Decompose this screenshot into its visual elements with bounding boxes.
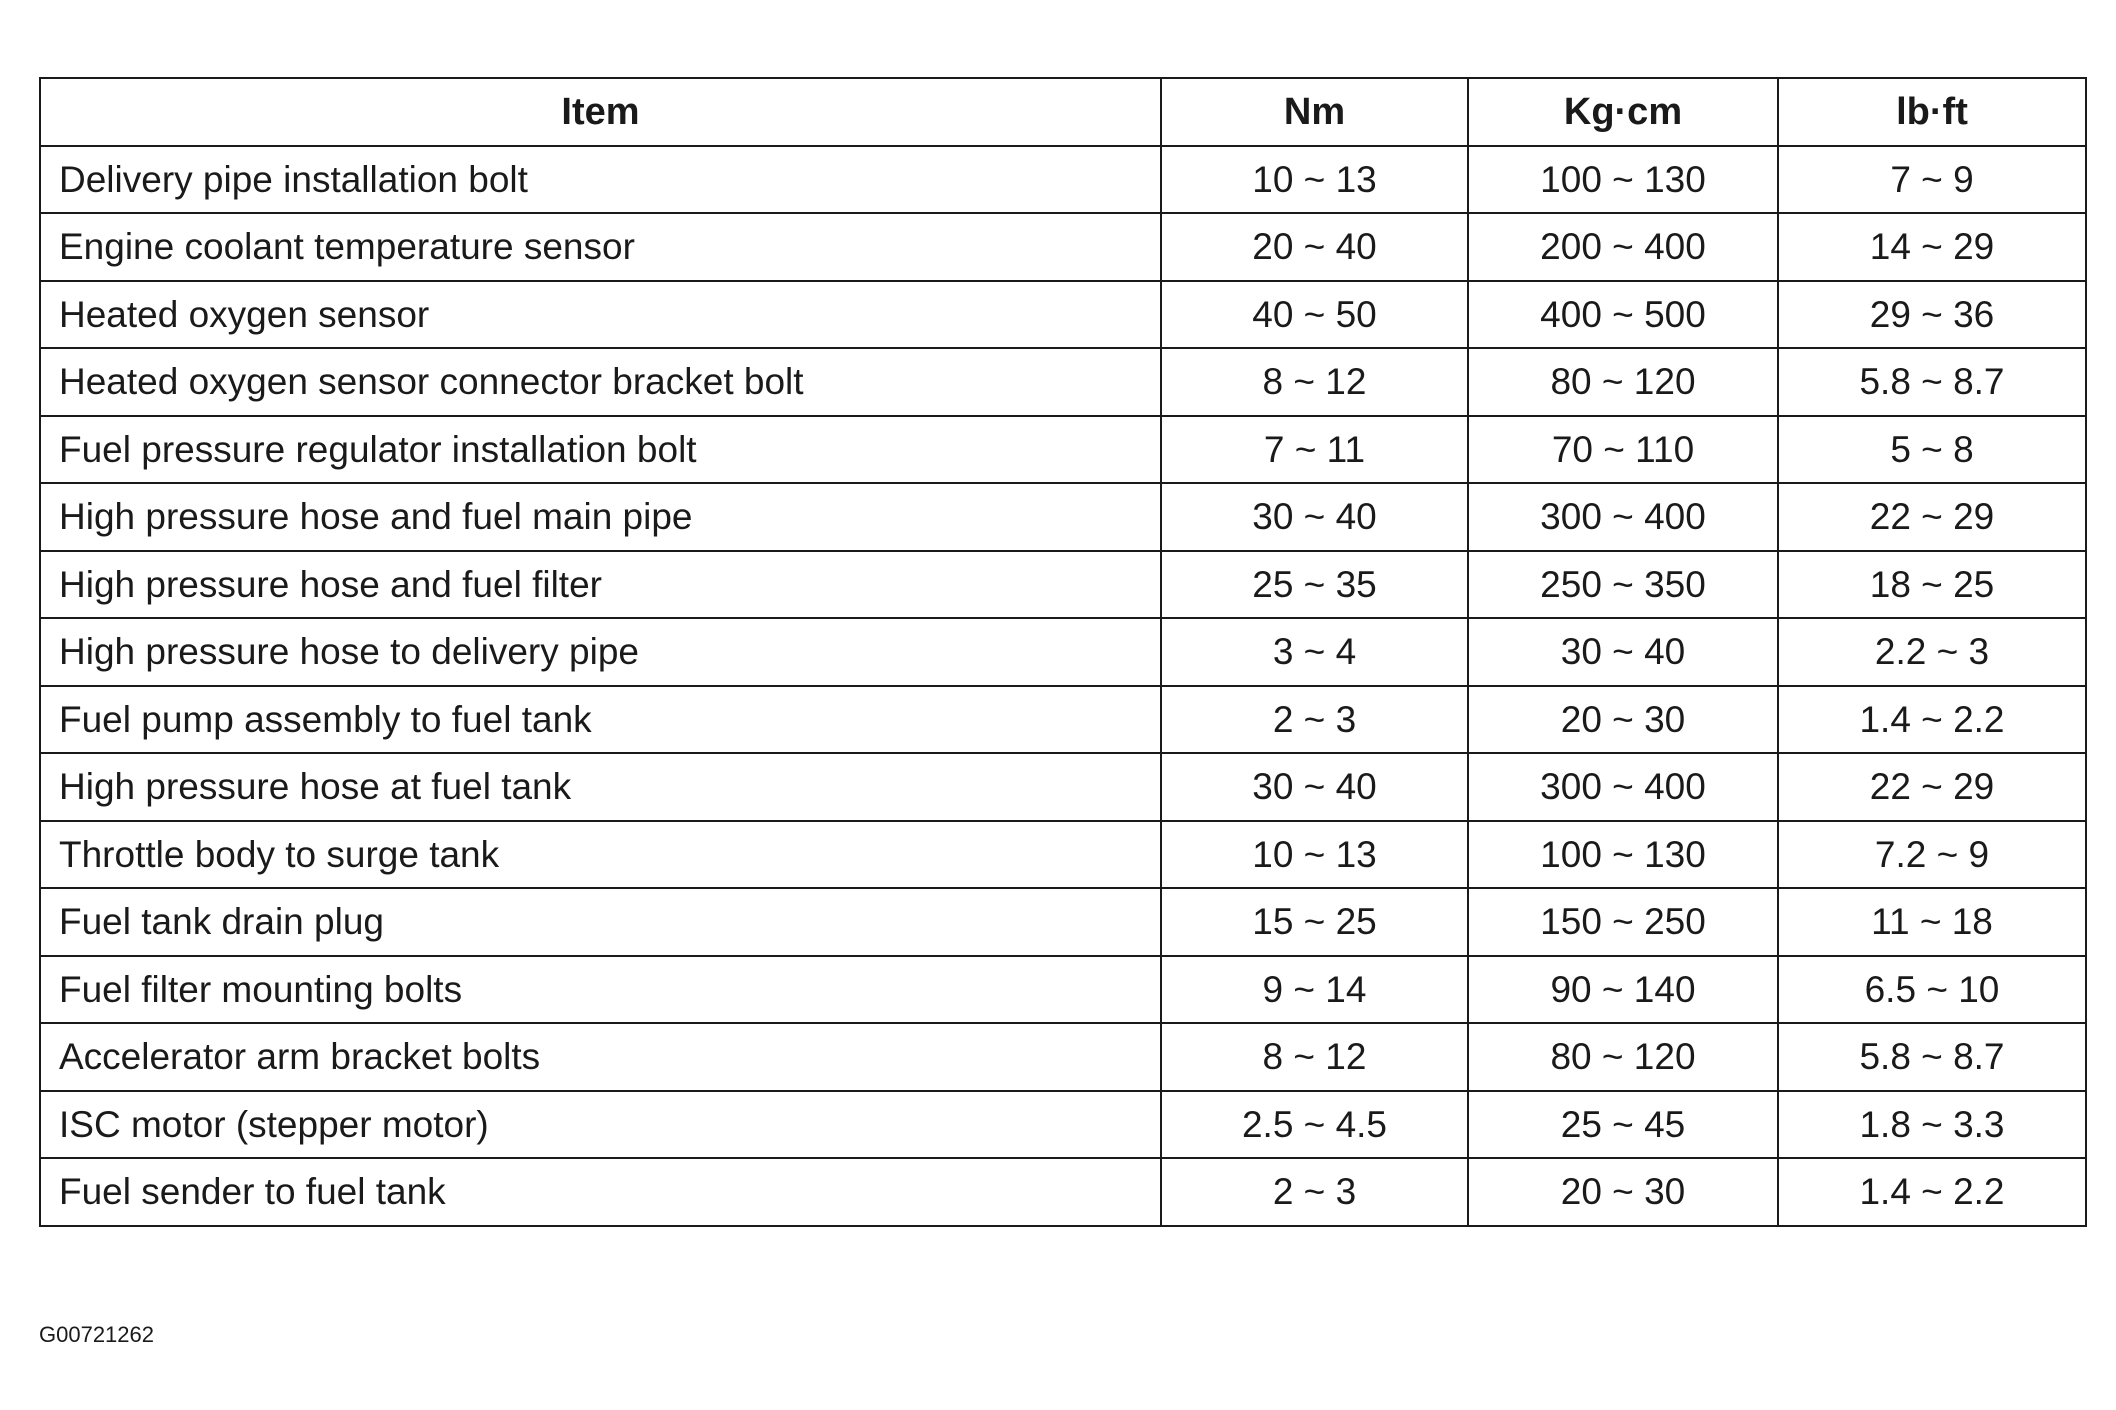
table-row xyxy=(40,483,2086,551)
cell-kgcm: 90 ~ 140 xyxy=(1468,956,1778,1024)
cell-lbft: 6.5 ~ 10 xyxy=(1778,956,2086,1024)
header-row xyxy=(40,78,2086,146)
cell-lbft: 29 ~ 36 xyxy=(1778,281,2086,349)
cell-lbft: 5.8 ~ 8.7 xyxy=(1778,348,2086,416)
cell-kgcm: 300 ~ 400 xyxy=(1468,753,1778,821)
table-row xyxy=(40,618,2086,686)
cell-kgcm: 250 ~ 350 xyxy=(1468,551,1778,619)
cell-kgcm: 20 ~ 30 xyxy=(1468,686,1778,754)
cell-nm: 2 ~ 3 xyxy=(1161,686,1468,754)
cell-item: Fuel filter mounting bolts xyxy=(40,956,1161,1024)
cell-item: Fuel pressure regulator installation bolt xyxy=(40,416,1161,484)
cell-nm: 30 ~ 40 xyxy=(1161,483,1468,551)
cell-nm: 10 ~ 13 xyxy=(1161,146,1468,214)
cell-kgcm: 25 ~ 45 xyxy=(1468,1091,1778,1159)
cell-nm: 9 ~ 14 xyxy=(1161,956,1468,1024)
torque-spec-table xyxy=(39,77,2087,1227)
cell-item: High pressure hose at fuel tank xyxy=(40,753,1161,821)
cell-item: Delivery pipe installation bolt xyxy=(40,146,1161,214)
cell-kgcm: 100 ~ 130 xyxy=(1468,821,1778,889)
cell-lbft: 14 ~ 29 xyxy=(1778,213,2086,281)
cell-nm: 30 ~ 40 xyxy=(1161,753,1468,821)
cell-kgcm: 30 ~ 40 xyxy=(1468,618,1778,686)
cell-item: High pressure hose and fuel filter xyxy=(40,551,1161,619)
table-row xyxy=(40,1091,2086,1159)
cell-item: Heated oxygen sensor connector bracket bolt xyxy=(40,348,1161,416)
cell-kgcm: 20 ~ 30 xyxy=(1468,1158,1778,1226)
cell-lbft: 5 ~ 8 xyxy=(1778,416,2086,484)
table-row xyxy=(40,821,2086,889)
table-row xyxy=(40,281,2086,349)
cell-nm: 15 ~ 25 xyxy=(1161,888,1468,956)
cell-lbft: 22 ~ 29 xyxy=(1778,753,2086,821)
cell-item: High pressure hose to delivery pipe xyxy=(40,618,1161,686)
cell-kgcm: 80 ~ 120 xyxy=(1468,348,1778,416)
table-row xyxy=(40,686,2086,754)
cell-nm: 25 ~ 35 xyxy=(1161,551,1468,619)
cell-item: Fuel tank drain plug xyxy=(40,888,1161,956)
table-row xyxy=(40,753,2086,821)
cell-lbft: 11 ~ 18 xyxy=(1778,888,2086,956)
cell-kgcm: 70 ~ 110 xyxy=(1468,416,1778,484)
cell-item: Fuel pump assembly to fuel tank xyxy=(40,686,1161,754)
header-kgcm: Kg·cm xyxy=(1468,78,1778,146)
cell-nm: 10 ~ 13 xyxy=(1161,821,1468,889)
cell-nm: 3 ~ 4 xyxy=(1161,618,1468,686)
cell-nm: 40 ~ 50 xyxy=(1161,281,1468,349)
cell-lbft: 7.2 ~ 9 xyxy=(1778,821,2086,889)
table-row xyxy=(40,888,2086,956)
cell-lbft: 22 ~ 29 xyxy=(1778,483,2086,551)
header-lbft: lb·ft xyxy=(1778,78,2086,146)
cell-nm: 2.5 ~ 4.5 xyxy=(1161,1091,1468,1159)
cell-lbft: 1.4 ~ 2.2 xyxy=(1778,686,2086,754)
cell-kgcm: 150 ~ 250 xyxy=(1468,888,1778,956)
cell-item: Accelerator arm bracket bolts xyxy=(40,1023,1161,1091)
cell-item: ISC motor (stepper motor) xyxy=(40,1091,1161,1159)
cell-item: Throttle body to surge tank xyxy=(40,821,1161,889)
cell-item: Heated oxygen sensor xyxy=(40,281,1161,349)
cell-kgcm: 80 ~ 120 xyxy=(1468,1023,1778,1091)
cell-item: Fuel sender to fuel tank xyxy=(40,1158,1161,1226)
cell-nm: 20 ~ 40 xyxy=(1161,213,1468,281)
table-row xyxy=(40,213,2086,281)
cell-nm: 8 ~ 12 xyxy=(1161,348,1468,416)
cell-lbft: 5.8 ~ 8.7 xyxy=(1778,1023,2086,1091)
table-row xyxy=(40,146,2086,214)
cell-nm: 7 ~ 11 xyxy=(1161,416,1468,484)
table-row xyxy=(40,551,2086,619)
header-item: Item xyxy=(40,78,1161,146)
cell-item: Engine coolant temperature sensor xyxy=(40,213,1161,281)
table-row xyxy=(40,416,2086,484)
table-row xyxy=(40,1158,2086,1226)
cell-lbft: 1.4 ~ 2.2 xyxy=(1778,1158,2086,1226)
cell-nm: 8 ~ 12 xyxy=(1161,1023,1468,1091)
cell-kgcm: 300 ~ 400 xyxy=(1468,483,1778,551)
cell-lbft: 7 ~ 9 xyxy=(1778,146,2086,214)
cell-nm: 2 ~ 3 xyxy=(1161,1158,1468,1226)
figure-code: G00721262 xyxy=(39,1322,154,1347)
table-body xyxy=(40,146,2086,1226)
table-row xyxy=(40,348,2086,416)
table-header xyxy=(40,78,2086,146)
cell-kgcm: 200 ~ 400 xyxy=(1468,213,1778,281)
table-row xyxy=(40,956,2086,1024)
table-row xyxy=(40,1023,2086,1091)
cell-item: High pressure hose and fuel main pipe xyxy=(40,483,1161,551)
cell-lbft: 1.8 ~ 3.3 xyxy=(1778,1091,2086,1159)
cell-kgcm: 400 ~ 500 xyxy=(1468,281,1778,349)
header-nm: Nm xyxy=(1161,78,1468,146)
cell-lbft: 2.2 ~ 3 xyxy=(1778,618,2086,686)
cell-lbft: 18 ~ 25 xyxy=(1778,551,2086,619)
cell-kgcm: 100 ~ 130 xyxy=(1468,146,1778,214)
